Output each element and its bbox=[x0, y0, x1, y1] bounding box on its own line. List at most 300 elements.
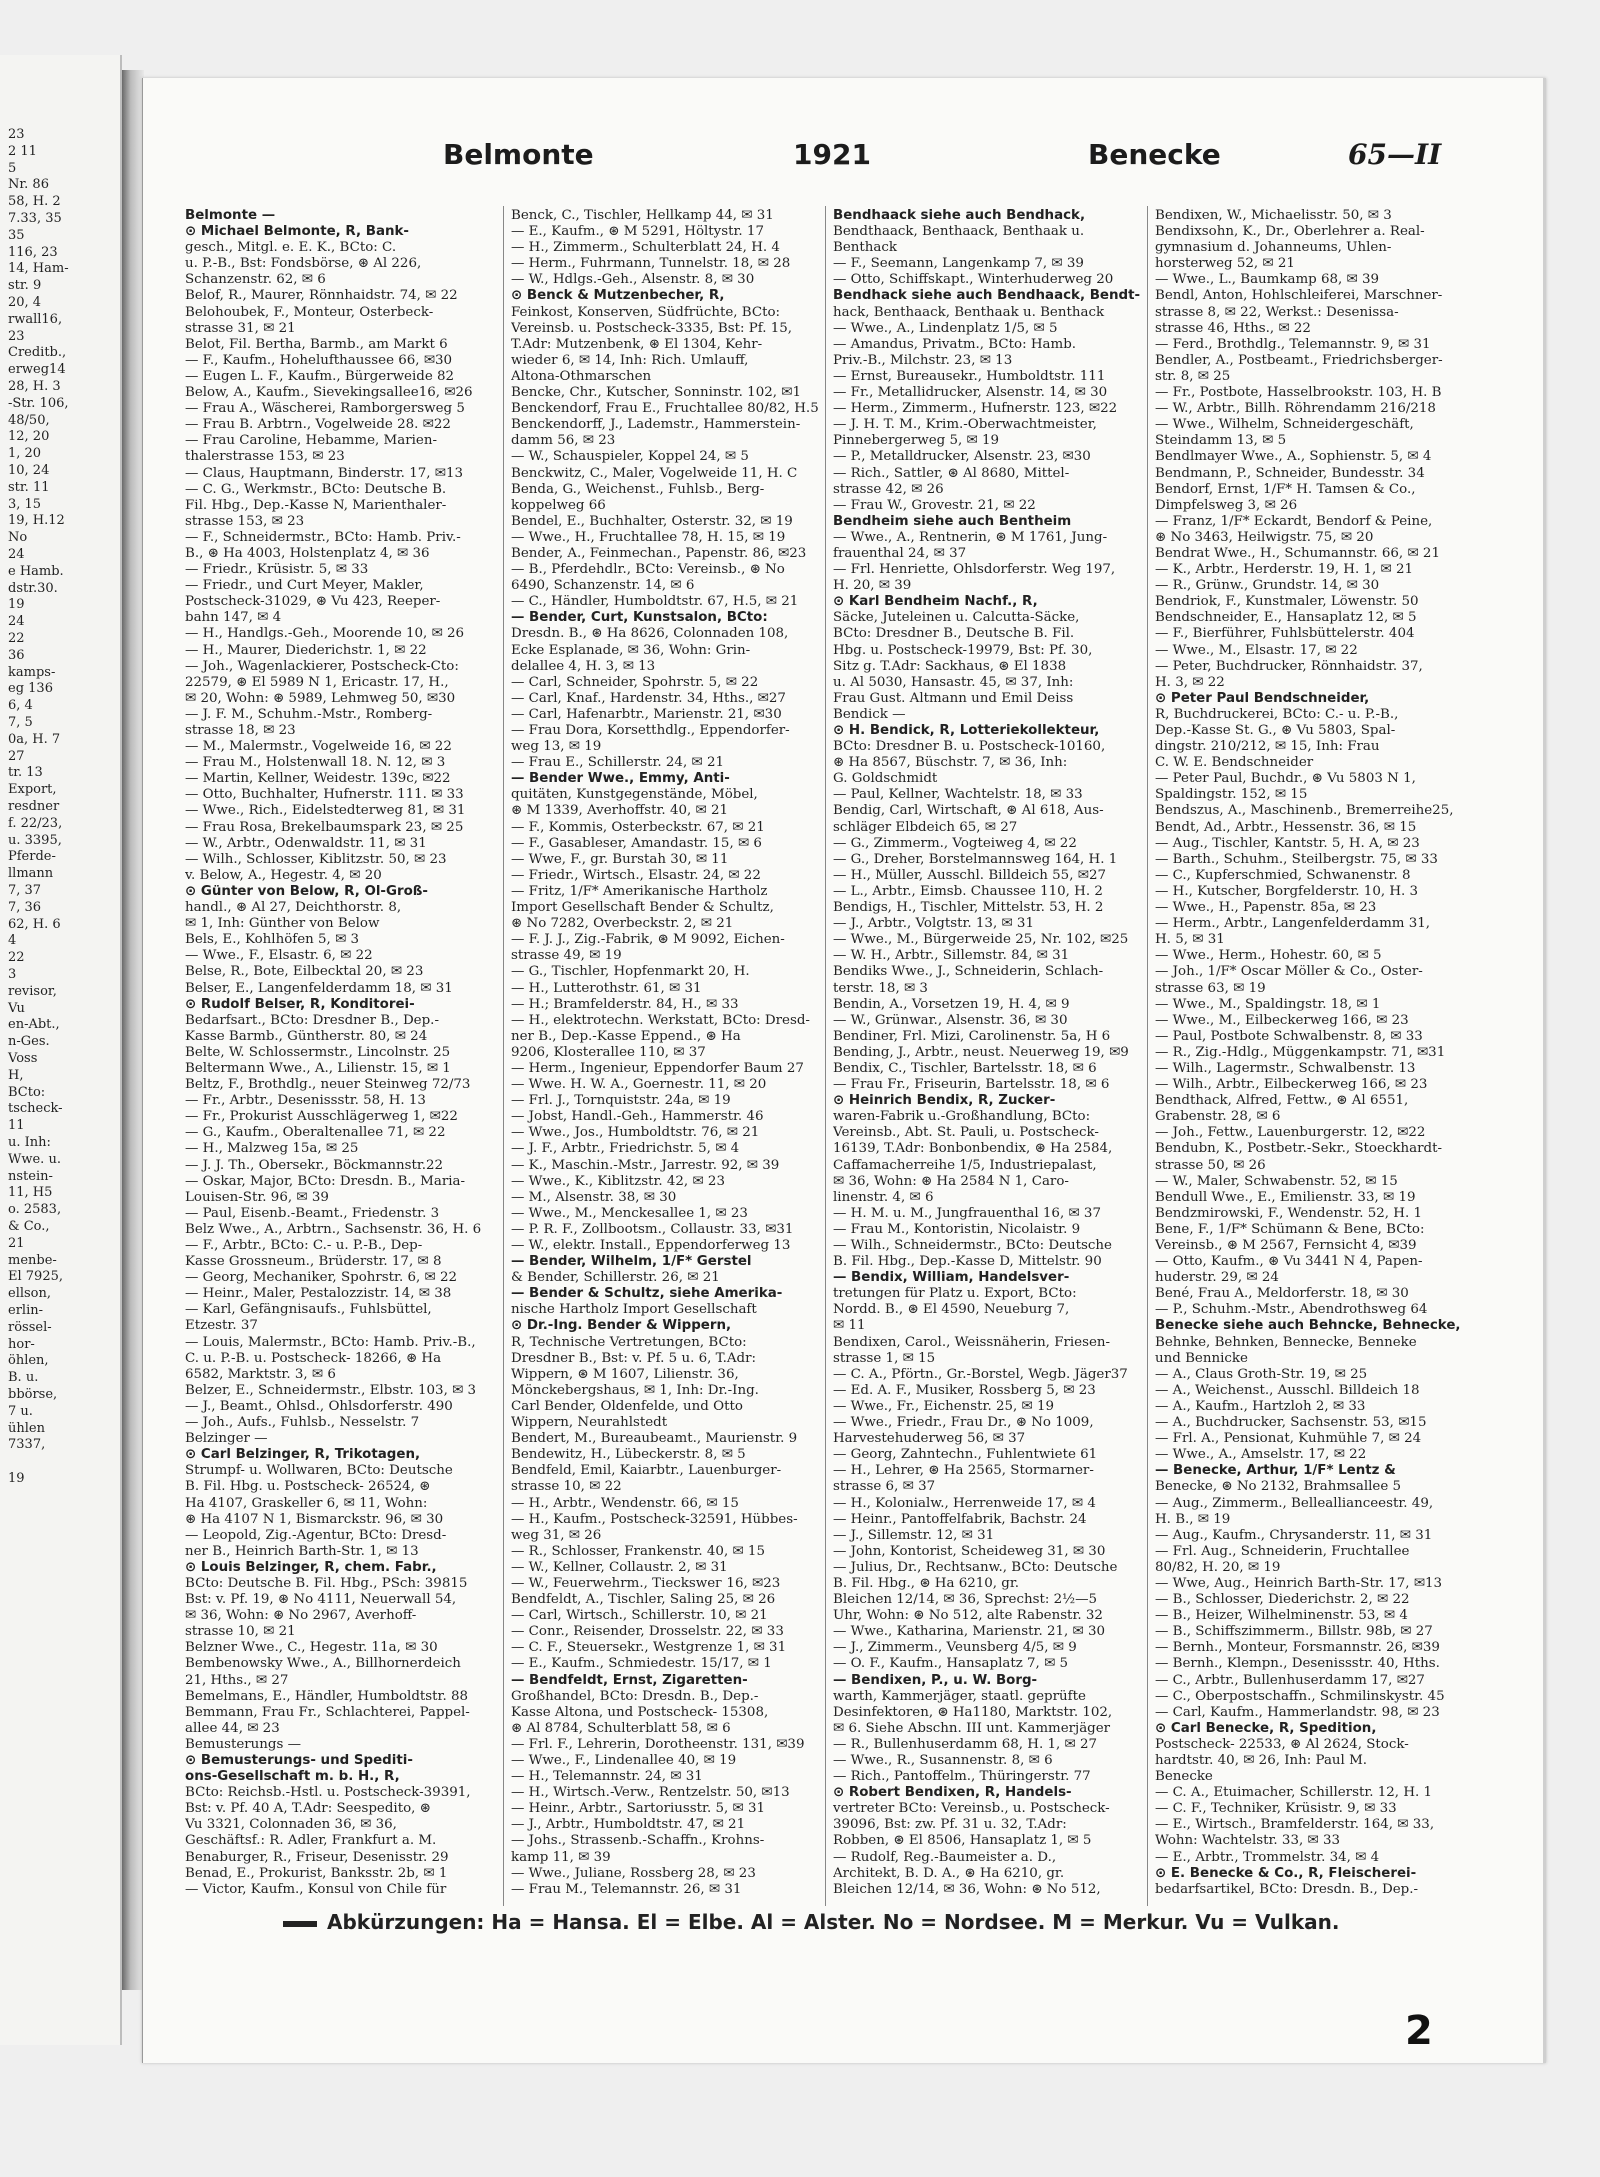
directory-entry-line: — Friedr., Krüsistr. 5, ✉ 33 bbox=[185, 562, 369, 578]
directory-entry-line: Bendlmayer Wwe., A., Sophienstr. 5, ✉ 4 bbox=[1155, 449, 1432, 465]
directory-column-1 bbox=[185, 208, 505, 1898]
directory-entry-line: — Wwe., M., Elsastr. 17, ✉ 22 bbox=[1155, 642, 1358, 658]
directory-entry-line: — Fritz, 1/F* Amerikanische Hartholz bbox=[511, 883, 768, 899]
fragment-text: menbe- bbox=[8, 1252, 57, 1268]
fragment-text: o. 2583, bbox=[8, 1202, 62, 1218]
directory-entry-line: — Heinr., Maler, Pestalozzistr. 14, ✉ 38 bbox=[185, 1286, 452, 1302]
directory-entry-line: — Frau M., Holstenwall 18. N. 12, ✉ 3 bbox=[185, 755, 446, 771]
directory-entry-line: C. W. E. Bendschneider bbox=[1155, 755, 1314, 771]
directory-entry-line: Ecke Esplanade, ✉ 36, Wohn: Grin- bbox=[511, 642, 751, 658]
fragment-text: 21 bbox=[8, 1235, 25, 1251]
directory-entry-line: Wippern, Neurahlstedt bbox=[511, 1415, 668, 1431]
fragment-text: & Co., bbox=[8, 1219, 50, 1234]
directory-entry-line: — Wwe., H., Papenstr. 85a, ✉ 23 bbox=[1155, 900, 1377, 916]
directory-entry-line: — Carl, Kaufm., Hammerlandstr. 98, ✉ 23 bbox=[1155, 1704, 1440, 1720]
pointing-hand-icon bbox=[283, 1921, 317, 1927]
directory-entry-line: — J. H. T. M., Krim.-Oberwachtmeister, bbox=[833, 417, 1097, 433]
header-year: 1921 bbox=[793, 138, 871, 171]
directory-entry-line: — Jobst, Handl.-Geh., Hammerstr. 46 bbox=[511, 1109, 764, 1125]
fragment-text: 1, 20 bbox=[8, 446, 42, 462]
directory-entry-line: ⊙ Bemusterungs- und Spediti- bbox=[185, 1753, 413, 1768]
directory-entry-line: Belof, R., Maurer, Rönnhaidstr. 74, ✉ 22 bbox=[185, 288, 458, 304]
directory-entry-line: Belohoubek, F., Monteur, Osterbeck- bbox=[185, 304, 434, 320]
directory-entry-line: Benckwitz, C., Maler, Vogelweide 11, H. C bbox=[511, 465, 798, 481]
fragment-text: tr. 13 bbox=[8, 765, 43, 781]
directory-entry-line: ⊙ Rudolf Belser, R, Konditorei- bbox=[185, 996, 415, 1012]
directory-entry-line: — Wilh., Schlosser, Kiblitzstr. 50, ✉ 23 bbox=[185, 851, 447, 867]
directory-entry-line: huderstr. 29, ✉ 24 bbox=[1155, 1270, 1279, 1286]
signature-mark: 2 bbox=[1405, 2008, 1433, 2054]
directory-entry-line: Bendull Wwe., E., Emilienstr. 33, ✉ 19 bbox=[1155, 1189, 1416, 1205]
directory-entry-line: gesch., Mitgl. e. E. K., BCto: C. bbox=[185, 240, 397, 256]
directory-entry-line: Benaburger, R., Friseur, Desenisstr. 29 bbox=[185, 1849, 449, 1865]
directory-entry-line: Bene, F., 1/F* Schümann & Bene, BCto: bbox=[1155, 1221, 1425, 1237]
directory-entry-line: — J. F., Arbtr., Friedrichstr. 5, ✉ 4 bbox=[511, 1141, 740, 1157]
directory-entry-line: ⊙ Heinrich Bendix, R, Zucker- bbox=[833, 1093, 1056, 1109]
fragment-text: 58, H. 2 bbox=[8, 194, 61, 210]
directory-entry-line: hack, Benthaack, Benthaak u. Benthack bbox=[833, 304, 1105, 320]
directory-entry-line: — H., Maurer, Diederichstr. 1, ✉ 22 bbox=[185, 642, 427, 658]
directory-entry-line: H. 3, ✉ 22 bbox=[1155, 674, 1225, 690]
fragment-text: 11 bbox=[8, 1118, 25, 1134]
directory-entry-line: — H., Lehrer, ⊛ Ha 2565, Stormarner- bbox=[833, 1463, 1094, 1479]
directory-column-4 bbox=[1155, 208, 1495, 1898]
directory-entry-line: thalerstrasse 153, ✉ 23 bbox=[185, 449, 345, 465]
directory-entry-line: Bels, E., Kohlhöfen 5, ✉ 3 bbox=[185, 932, 360, 948]
header-first-entry: Belmonte bbox=[443, 138, 594, 171]
directory-entry-line: — Aug., Zimmerm., Belleallianceestr. 49, bbox=[1155, 1495, 1434, 1511]
directory-entry-line: Benthack bbox=[833, 240, 897, 256]
directory-entry-line: — Wwe., M., Menckesallee 1, ✉ 23 bbox=[511, 1205, 748, 1221]
directory-entry-line: — Oskar, Major, BCto: Dresdn. B., Maria- bbox=[185, 1173, 466, 1189]
directory-entry-line: R, Buchdruckerei, BCto: C.- u. P.-B., bbox=[1155, 706, 1399, 722]
directory-entry-line: — Herm., Zimmerm., Hufnerstr. 123, ✉22 bbox=[833, 401, 1118, 417]
directory-entry-line: strasse 153, ✉ 23 bbox=[185, 513, 305, 529]
directory-entry-line: Bendzmirowski, F., Wendenstr. 52, H. 1 bbox=[1155, 1205, 1422, 1221]
directory-entry-line: quitäten, Kunstgegenstände, Möbel, bbox=[511, 787, 758, 803]
directory-entry-line: hardtstr. 40, ✉ 26, Inh: Paul M. bbox=[1155, 1753, 1368, 1768]
fragment-text: 10, 24 bbox=[8, 463, 50, 478]
directory-entry-line: — Herm., Arbtr., Langenfelderdamm 31, bbox=[1155, 916, 1431, 932]
directory-entry-line: Priv.-B., Milchstr. 23, ✉ 13 bbox=[833, 352, 1013, 368]
directory-entry-line: H. 20, ✉ 39 bbox=[833, 578, 912, 594]
directory-entry-line: — Frau E., Schillerstr. 24, ✉ 21 bbox=[511, 755, 724, 771]
fragment-text: rwall16, bbox=[8, 311, 63, 327]
directory-entry-line: Altona-Othmarschen bbox=[511, 368, 652, 384]
directory-entry-line: — Wwe., A., Rentnerin, ⊛ M 1761, Jung- bbox=[833, 529, 1108, 545]
directory-entry-line: — Frau Fr., Friseurin, Bartelsstr. 18, ✉ 6 bbox=[833, 1077, 1110, 1093]
directory-entry-line: Louisen-Str. 96, ✉ 39 bbox=[185, 1189, 329, 1205]
directory-entry-line: — Frl. F., Lehrerin, Dorotheenstr. 131, ✉39 bbox=[511, 1736, 805, 1752]
fragment-text: Vu bbox=[8, 1000, 25, 1016]
directory-entry-line: — Otto, Schiffskapt., Winterhuderweg 20 bbox=[833, 272, 1114, 288]
directory-entry-line: ⊙ Carl Belzinger, R, Trikotagen, bbox=[185, 1447, 421, 1463]
directory-entry-line: Harvestehuderweg 56, ✉ 37 bbox=[833, 1431, 1026, 1447]
fragment-text: tscheck- bbox=[8, 1101, 63, 1117]
directory-entry-line: Bendfeldt, A., Tischler, Saling 25, ✉ 26 bbox=[511, 1592, 776, 1608]
directory-entry-line: — Friedr., Wirtsch., Elsastr. 24, ✉ 22 bbox=[511, 867, 761, 883]
directory-entry-line: — Bender & Schultz, siehe Amerika- bbox=[511, 1286, 783, 1302]
abbreviations-text: Abkürzungen: Ha = Hansa. El = Elbe. Al = Alster. No = Nordsee. M = Merkur. Vu = Vulkan. bbox=[327, 1910, 1340, 1934]
fragment-text: 27 bbox=[8, 748, 25, 764]
directory-entry-line: — Bendixen, P., u. W. Borg- bbox=[833, 1672, 1038, 1688]
directory-entry-line: ons-Gesellschaft m. b. H., R, bbox=[185, 1769, 400, 1785]
directory-entry-line: ⊙ Dr.-Ing. Bender & Wippern, bbox=[511, 1318, 732, 1334]
directory-entry-line: Bendheim siehe auch Bentheim bbox=[833, 513, 1072, 529]
directory-entry-line: — R., Schlosser, Frankenstr. 40, ✉ 15 bbox=[511, 1543, 765, 1559]
directory-entry-line: Bendel, E., Buchhalter, Osterstr. 32, ✉ 19 bbox=[511, 513, 793, 529]
fragment-text: llmann bbox=[8, 866, 54, 882]
directory-entry-line: 22579, ⊛ El 5989 N 1, Ericastr. 17, H., bbox=[185, 674, 449, 690]
directory-entry-line: — Karl, Gefängnisaufs., Fuhlsbüttel, bbox=[185, 1302, 432, 1318]
page-binding bbox=[122, 70, 144, 1990]
directory-entry-line: strasse 50, ✉ 26 bbox=[1155, 1157, 1266, 1173]
directory-entry-line: Mönckebergshaus, ✉ 1, Inh: Dr.-Ing. bbox=[511, 1382, 759, 1398]
directory-entry-line: Dimpfelsweg 3, ✉ 26 bbox=[1155, 497, 1298, 513]
directory-entry-line: strasse 46, Hths., ✉ 22 bbox=[1155, 320, 1311, 336]
directory-entry-line: Postscheck-31029, ⊛ Vu 423, Reeper- bbox=[185, 594, 441, 610]
directory-entry-line: — Frau B. Arbtrn., Vogelweide 28. ✉22 bbox=[185, 417, 451, 433]
directory-entry-line: — Paul, Kellner, Wachtelstr. 18, ✉ 33 bbox=[833, 787, 1083, 803]
directory-entry-line: strasse 10, ✉ 21 bbox=[185, 1624, 296, 1640]
directory-entry-line: — C., Arbtr., Bullenhuserdamm 17, ✉27 bbox=[1155, 1672, 1425, 1688]
directory-entry-line: — W. H., Arbtr., Sillemstr. 84, ✉ 31 bbox=[833, 948, 1070, 964]
adjacent-page-fragment bbox=[0, 55, 122, 2045]
directory-entry-line: linenstr. 4, ✉ 6 bbox=[833, 1189, 934, 1205]
directory-entry-line: bahn 147, ✉ 4 bbox=[185, 610, 282, 626]
directory-entry-line: — Wwe., L., Baumkamp 68, ✉ 39 bbox=[1155, 272, 1380, 288]
directory-entry-line: Bst: v. Pf. 40 A, T.Adr: Seespedito, ⊛ bbox=[185, 1801, 431, 1817]
directory-entry-line: Desinfektoren, ⊛ Ha1180, Marktstr. 102, bbox=[833, 1704, 1113, 1720]
directory-entry-line: Frau Gust. Altmann und Emil Deiss bbox=[833, 690, 1074, 706]
directory-entry-line: ⊙ Louis Belzinger, R, chem. Fabr., bbox=[185, 1559, 437, 1575]
directory-entry-line: — H., Müller, Ausschl. Billdeich 55, ✉27 bbox=[833, 867, 1106, 883]
fragment-text: 7 u. bbox=[8, 1403, 33, 1419]
directory-entry-line: Bendixsohn, K., Dr., Oberlehrer a. Real- bbox=[1155, 224, 1425, 240]
fragment-text: 19 bbox=[8, 597, 25, 613]
directory-page bbox=[142, 78, 1546, 2063]
directory-entry-line: Dep.-Kasse St. G., ⊛ Vu 5803, Spal- bbox=[1155, 723, 1396, 738]
directory-entry-line: Benck, C., Tischler, Hellkamp 44, ✉ 31 bbox=[511, 208, 774, 223]
directory-entry-line: strasse 49, ✉ 19 bbox=[511, 948, 622, 964]
directory-entry-line: — Louis, Malermstr., BCto: Hamb. Priv.-B., bbox=[185, 1334, 476, 1350]
fragment-text: 12, 20 bbox=[8, 429, 50, 445]
directory-entry-line: R, Technische Vertretungen, BCto: bbox=[511, 1334, 747, 1350]
directory-entry-line: Dresdner B., Bst: v. Pf. 5 u. 6, T.Adr: bbox=[511, 1350, 756, 1366]
fragment-text: en-Abt., bbox=[8, 1017, 60, 1033]
fragment-text: öhlen, bbox=[8, 1353, 49, 1369]
directory-entry-line: — K., Maschin.-Mstr., Jarrestr. 92, ✉ 39 bbox=[511, 1157, 780, 1173]
directory-entry-line: Bembenowsky Wwe., A., Billhornerdeich bbox=[185, 1656, 461, 1672]
directory-entry-line: Robben, ⊛ El 8506, Hansaplatz 1, ✉ 5 bbox=[833, 1833, 1092, 1849]
directory-entry-line: Bemusterungs — bbox=[185, 1736, 302, 1752]
directory-entry-line: Import Gesellschaft Bender & Schultz, bbox=[511, 900, 774, 916]
directory-column-3 bbox=[833, 208, 1153, 1898]
directory-entry-line: Bendthaack, Benthaack, Benthaak u. bbox=[833, 224, 1085, 240]
directory-entry-line: — H.; Bramfelderstr. 84, H., ✉ 33 bbox=[511, 996, 739, 1012]
directory-entry-line: Belte, W. Schlossermstr., Lincolnstr. 25 bbox=[185, 1044, 451, 1060]
directory-entry-line: — Julius, Dr., Rechtsanw., BCto: Deutsche bbox=[833, 1559, 1118, 1575]
directory-entry-line: — Herm., Fuhrmann, Tunnelstr. 18, ✉ 28 bbox=[511, 256, 791, 272]
directory-entry-line: Bendfeld, Emil, Kaiarbtr., Lauenburger- bbox=[511, 1463, 782, 1479]
directory-entry-line: — Wilh., Arbtr., Eilbeckerweg 166, ✉ 23 bbox=[1155, 1077, 1428, 1093]
directory-entry-line: Bender, A., Feinmechan., Papenstr. 86, ✉23 bbox=[511, 545, 807, 561]
directory-entry-line: Bleichen 12/14, ✉ 36, Sprechst: 2½—5 bbox=[833, 1592, 1098, 1608]
directory-entry-line: ✉ 6. Siehe Abschn. III unt. Kammerjäger bbox=[833, 1720, 1111, 1736]
directory-entry-line: — K., Arbtr., Herderstr. 19, H. 1, ✉ 21 bbox=[1155, 562, 1414, 578]
directory-entry-line: strasse 1, ✉ 15 bbox=[833, 1350, 936, 1366]
directory-entry-line: — Peter, Buchdrucker, Rönnhaidstr. 37, bbox=[1155, 658, 1423, 674]
directory-entry-line: — Fr., Prokurist Ausschlägerweg 1, ✉22 bbox=[185, 1109, 458, 1125]
directory-entry-line: Bendt, Ad., Arbtr., Hessenstr. 36, ✉ 15 bbox=[1155, 819, 1417, 835]
directory-entry-line: ✉ 20, Wohn: ⊛ 5989, Lehmweg 50, ✉30 bbox=[185, 690, 456, 706]
directory-entry-line: B., ⊛ Ha 4003, Holstenplatz 4, ✉ 36 bbox=[185, 545, 430, 561]
page-header bbox=[143, 138, 1543, 198]
fragment-text: 116, 23 bbox=[8, 244, 58, 260]
directory-entry-line: Fil. Hbg., Dep.-Kasse N, Marienthaler- bbox=[185, 497, 447, 513]
directory-entry-line: — F., Bierführer, Fuhlsbüttelerstr. 404 bbox=[1155, 626, 1415, 642]
fragment-text: 22 bbox=[8, 950, 25, 966]
directory-entry-line: ⊛ Al 8784, Schulterblatt 58, ✉ 6 bbox=[511, 1720, 731, 1736]
directory-entry-line: — C., Händler, Humboldtstr. 67, H.5, ✉ 21 bbox=[511, 594, 799, 610]
directory-entry-line: — A., Claus Groth-Str. 19, ✉ 25 bbox=[1155, 1366, 1368, 1382]
directory-entry-line: — Heinr., Pantoffelfabrik, Bachstr. 24 bbox=[833, 1511, 1087, 1527]
directory-entry-line: Kasse Grossneum., Brüderstr. 17, ✉ 8 bbox=[185, 1254, 442, 1270]
directory-entry-line: Bendriok, F., Kunstmaler, Löwenstr. 50 bbox=[1155, 594, 1419, 610]
directory-entry-line: — J., Zimmerm., Veunsberg 4/5, ✉ 9 bbox=[833, 1640, 1077, 1656]
directory-entry-line: Bendert, M., Bureaubeamt., Maurienstr. 9 bbox=[511, 1431, 798, 1447]
directory-entry-line: u. Al 5030, Hansastr. 45, ✉ 37, Inh: bbox=[833, 674, 1074, 690]
directory-entry-line: — C. A., Etuimacher, Schillerstr. 12, H. 1 bbox=[1155, 1785, 1433, 1801]
directory-entry-line: — Aug., Kaufm., Chrysanderstr. 11, ✉ 31 bbox=[1155, 1527, 1433, 1543]
directory-entry-line: H. 5, ✉ 31 bbox=[1155, 932, 1225, 948]
directory-entry-line: — Claus, Hauptmann, Binderstr. 17, ✉13 bbox=[185, 465, 463, 481]
directory-entry-line: Bendigs, H., Tischler, Mittelstr. 53, H. 2 bbox=[833, 900, 1104, 916]
header-last-entry: Benecke bbox=[1088, 138, 1221, 171]
directory-entry-line: — Bendfeldt, Ernst, Zigaretten- bbox=[511, 1672, 748, 1688]
directory-entry-line: — Johs., Strassenb.-Schaffn., Krohns- bbox=[511, 1833, 765, 1849]
directory-entry-line: Vereinsb., Abt. St. Pauli, u. Postscheck- bbox=[833, 1125, 1099, 1141]
fragment-text: u. 3395, bbox=[8, 832, 62, 848]
directory-entry-line: — C. F., Steuersekr., Westgrenze 1, ✉ 31 bbox=[511, 1640, 787, 1656]
directory-entry-line: — H., Kutscher, Borgfelderstr. 10, H. 3 bbox=[1155, 883, 1419, 899]
directory-entry-line: — Wilh., Lagermstr., Schwalbenstr. 13 bbox=[1155, 1060, 1416, 1076]
directory-entry-line: weg 31, ✉ 26 bbox=[511, 1527, 602, 1543]
directory-entry-line: 6490, Schanzenstr. 14, ✉ 6 bbox=[511, 578, 695, 594]
fragment-text: 22 bbox=[8, 631, 25, 646]
directory-entry-line: — F., Arbtr., BCto: C.- u. P.-B., Dep- bbox=[185, 1238, 423, 1253]
directory-entry-line: — Bender, Wilhelm, 1/F* Gerstel bbox=[511, 1254, 752, 1270]
directory-entry-line: allee 44, ✉ 23 bbox=[185, 1720, 280, 1736]
directory-entry-line: — H., elektrotechn. Werkstatt, BCto: Dresd- bbox=[511, 1012, 810, 1028]
directory-entry-line: Bendthack, Alfred, Fettw., ⊛ Al 6551, bbox=[1155, 1093, 1409, 1109]
directory-entry-line: B. Fil. Hbg., Dep.-Kasse D, Mittelstr. 90 bbox=[833, 1254, 1102, 1270]
directory-entry-line: u. P.-B., Bst: Fondsbörse, ⊛ Al 226, bbox=[185, 256, 422, 272]
directory-entry-line: — Wwe, Aug., Heinrich Barth-Str. 17, ✉13 bbox=[1155, 1575, 1443, 1591]
directory-entry-line: — Leopold, Zig.-Agentur, BCto: Dresd- bbox=[185, 1527, 447, 1543]
fragment-text: 4 bbox=[8, 933, 17, 949]
directory-entry-line: — B., Schlosser, Diederichstr. 2, ✉ 22 bbox=[1155, 1592, 1410, 1608]
directory-entry-line: — Frau Caroline, Hebamme, Marien- bbox=[185, 433, 437, 449]
directory-entry-line: — O. F., Kaufm., Hansaplatz 7, ✉ 5 bbox=[833, 1656, 1069, 1672]
directory-entry-line: — Bender Wwe., Emmy, Anti- bbox=[511, 771, 730, 787]
directory-entry-line: Bending, J., Arbtr., neust. Neuerweg 19, ✉9 bbox=[833, 1044, 1129, 1060]
directory-entry-line: bedarfsartikel, BCto: Dresdn. B., Dep.- bbox=[1155, 1881, 1418, 1897]
directory-entry-line: terstr. 18, ✉ 3 bbox=[833, 980, 928, 996]
directory-entry-line: — Benecke, Arthur, 1/F* Lentz & bbox=[1155, 1463, 1396, 1479]
directory-entry-line: Bendix, C., Tischler, Bartelsstr. 18, ✉ 6 bbox=[833, 1060, 1097, 1076]
fragment-text: 24 bbox=[8, 547, 25, 562]
directory-entry-line: — Wwe., F., Lindenallee 40, ✉ 19 bbox=[511, 1753, 737, 1768]
directory-entry-line: — Carl, Schneider, Spohrstr. 5, ✉ 22 bbox=[511, 674, 759, 690]
directory-entry-line: — W., Schauspieler, Koppel 24, ✉ 5 bbox=[511, 449, 749, 465]
fragment-text: Voss bbox=[8, 1051, 38, 1066]
fragment-text: 35 bbox=[8, 227, 25, 243]
directory-entry-line: — L., Arbtr., Eimsb. Chaussee 110, H. 2 bbox=[833, 883, 1103, 899]
fragment-text: rössel- bbox=[8, 1319, 52, 1335]
directory-entry-line: Wippern, ⊛ M 1607, Lilienstr. 36, bbox=[511, 1366, 739, 1382]
fragment-text: 7, 5 bbox=[8, 715, 33, 730]
directory-entry-line: 21, Hths., ✉ 27 bbox=[185, 1672, 289, 1688]
directory-entry-line: — Heinr., Arbtr., Sartoriusstr. 5, ✉ 31 bbox=[511, 1801, 766, 1817]
directory-entry-line: Bst: v. Pf. 19, ⊛ No 4111, Neuerwall 54, bbox=[185, 1592, 457, 1608]
directory-entry-line: BCto: Dresdner B. u. Postscheck-10160, bbox=[833, 739, 1106, 755]
directory-entry-line: — Bernh., Klempn., Desenissstr. 40, Hths. bbox=[1155, 1656, 1440, 1672]
directory-entry-line: Belser, E., Langenfelderdamm 18, ✉ 31 bbox=[185, 980, 453, 996]
directory-entry-line: — J., Arbtr., Volgtstr. 13, ✉ 31 bbox=[833, 916, 1034, 932]
fragment-text: El 7925, bbox=[8, 1269, 63, 1285]
directory-entry-line: Spaldingstr. 152, ✉ 15 bbox=[1155, 787, 1308, 803]
fragment-text: resdner bbox=[8, 799, 60, 814]
fragment-text: kamps- bbox=[8, 664, 56, 680]
directory-entry-line: Feinkost, Konserven, Südfrüchte, BCto: bbox=[511, 304, 781, 320]
directory-entry-line: Hbg. u. Postscheck-19979, Bst: Pf. 30, bbox=[833, 642, 1093, 658]
fragment-text: e Hamb. bbox=[8, 563, 64, 579]
directory-entry-line: — W., Hdlgs.-Geh., Alsenstr. 8, ✉ 30 bbox=[511, 272, 755, 288]
directory-entry-line: — Frl. Henriette, Ohlsdorferstr. Weg 197, bbox=[833, 562, 1116, 578]
directory-entry-line: warth, Kammerjäger, staatl. geprüfte bbox=[833, 1688, 1086, 1704]
directory-entry-line: Behnke, Behnken, Bennecke, Benneke bbox=[1155, 1334, 1417, 1350]
fragment-text: 23 bbox=[8, 127, 25, 142]
fragment-text: 7.33, 35 bbox=[8, 211, 62, 226]
directory-entry-line: & Bender, Schillerstr. 26, ✉ 21 bbox=[511, 1270, 720, 1286]
directory-entry-line: — Martin, Kellner, Weidestr. 139c, ✉22 bbox=[185, 771, 451, 787]
directory-entry-line: Nordd. B., ⊛ El 4590, Neueburg 7, bbox=[833, 1302, 1070, 1318]
directory-entry-line: — Rich., Pantoffelm., Thüringerstr. 77 bbox=[833, 1769, 1091, 1785]
directory-entry-line: Schanzenstr. 62, ✉ 6 bbox=[185, 272, 326, 288]
directory-entry-line: — Ed. A. F., Musiker, Rossberg 5, ✉ 23 bbox=[833, 1382, 1096, 1398]
directory-entry-line: kamp 11, ✉ 39 bbox=[511, 1849, 611, 1865]
directory-entry-line: — Wwe, F., gr. Burstah 30, ✉ 11 bbox=[511, 851, 729, 867]
directory-entry-line: — G., Kaufm., Oberaltenallee 71, ✉ 22 bbox=[185, 1125, 446, 1141]
directory-entry-line: Benda, G., Weichenst., Fuhlsb., Berg- bbox=[511, 481, 765, 497]
directory-entry-line: ⊙ Robert Bendixen, R, Handels- bbox=[833, 1785, 1072, 1801]
directory-entry-line: — Rich., Sattler, ⊛ Al 8680, Mittel- bbox=[833, 465, 1070, 481]
directory-entry-line: Bendszus, A., Maschinenb., Bremerreihe25, bbox=[1155, 803, 1454, 819]
directory-entry-line: — J. J. Th., Obersekr., Böckmannstr.22 bbox=[185, 1157, 444, 1173]
directory-entry-line: strasse 63, ✉ 19 bbox=[1155, 980, 1266, 996]
directory-entry-line: — C., Kupferschmied, Schwanenstr. 8 bbox=[1155, 867, 1411, 883]
directory-entry-line: — W., Grünwar., Alsenstr. 36, ✉ 30 bbox=[833, 1012, 1068, 1028]
directory-entry-line: 16139, T.Adr: Bonbonbendix, ⊛ Ha 2584, bbox=[833, 1141, 1113, 1157]
fragment-text: erlin- bbox=[8, 1303, 43, 1318]
directory-entry-line: Bendixen, W., Michaelisstr. 50, ✉ 3 bbox=[1155, 208, 1392, 223]
directory-entry-line: — W., Kellner, Collaustr. 2, ✉ 31 bbox=[511, 1559, 728, 1575]
directory-entry-line: — H., Telemannstr. 24, ✉ 31 bbox=[511, 1769, 703, 1785]
directory-entry-line: — R., Bullenhuserdamm 68, H. 1, ✉ 27 bbox=[833, 1736, 1098, 1752]
directory-entry-line: Vu 3321, Colonnaden 36, ✉ 36, bbox=[185, 1817, 397, 1833]
directory-entry-line: — Wwe. H. W. A., Goernestr. 11, ✉ 20 bbox=[511, 1077, 767, 1093]
fragment-text: erweg14 bbox=[8, 362, 66, 378]
fragment-text: bbörse, bbox=[8, 1387, 58, 1402]
directory-entry-line: — P. R. F., Zollbootsm., Collaustr. 33, ✉31 bbox=[511, 1221, 794, 1237]
fragment-text: BCto: bbox=[8, 1084, 46, 1100]
directory-entry-line: ⊙ Benck & Mutzenbecher, R, bbox=[511, 288, 725, 304]
fragment-text: 28, H. 3 bbox=[8, 379, 61, 394]
directory-entry-line: — F., Kaufm., Hohelufthaussee 66, ✉30 bbox=[185, 352, 453, 368]
fragment-text: 19 bbox=[8, 1471, 25, 1486]
directory-entry-line: — A., Buchdrucker, Sachsenstr. 53, ✉15 bbox=[1155, 1415, 1427, 1431]
directory-entry-line: ✉ 1, Inh: Günther von Below bbox=[185, 916, 380, 932]
directory-entry-line: — J., Sillemstr. 12, ✉ 31 bbox=[833, 1527, 995, 1543]
directory-entry-line: Architekt, B. D. A., ⊛ Ha 6210, gr. bbox=[833, 1865, 1065, 1881]
directory-entry-line: 80/82, H. 20, ✉ 19 bbox=[1155, 1559, 1281, 1575]
directory-entry-line: ner B., Heinrich Barth-Str. 1, ✉ 13 bbox=[185, 1543, 419, 1559]
directory-entry-line: Bendewitz, H., Lübeckerstr. 8, ✉ 5 bbox=[511, 1447, 746, 1463]
directory-entry-line: ⊛ No 3463, Heilwigstr. 75, ✉ 20 bbox=[1155, 529, 1374, 545]
directory-entry-line: und Bennicke bbox=[1155, 1350, 1248, 1366]
directory-entry-line: Bendrat Wwe., H., Schumannstr. 66, ✉ 21 bbox=[1155, 545, 1440, 561]
directory-entry-line: Bendschneider, E., Hansaplatz 12, ✉ 5 bbox=[1155, 610, 1417, 626]
directory-entry-line: Sitz g. T.Adr: Sackhaus, ⊛ El 1838 bbox=[833, 658, 1067, 674]
fragment-text: eg 136 bbox=[8, 681, 53, 697]
directory-entry-line: Bleichen 12/14, ✉ 36, Wohn: ⊛ No 512, bbox=[833, 1881, 1101, 1897]
directory-entry-line: B. Fil. Hbg. u. Postscheck- 26524, ⊛ bbox=[185, 1479, 431, 1495]
directory-entry-line: weg 13, ✉ 19 bbox=[511, 739, 602, 755]
directory-entry-line: strasse 10, ✉ 22 bbox=[511, 1479, 622, 1495]
directory-entry-line: delallee 4, H. 3, ✉ 13 bbox=[511, 658, 656, 674]
directory-entry-line: — F., Kommis, Osterbeckstr. 67, ✉ 21 bbox=[511, 819, 765, 835]
directory-entry-line: BCto: Dresdner B., Deutsche B. Fil. bbox=[833, 626, 1075, 642]
directory-entry-line: — Fr., Arbtr., Desenissstr. 58, H. 13 bbox=[185, 1093, 426, 1109]
directory-entry-line: frauenthal 24, ✉ 37 bbox=[833, 545, 967, 561]
fragment-text: ühlen bbox=[8, 1420, 45, 1436]
directory-entry-line: — Eugen L. F., Kaufm., Bürgerweide 82 bbox=[185, 368, 455, 384]
directory-entry-line: — Wwe., M., Bürgerweide 25, Nr. 102, ✉25 bbox=[833, 932, 1129, 948]
directory-entry-line: — F., Gasableser, Amandastr. 15, ✉ 6 bbox=[511, 835, 762, 851]
fragment-text: B. u. bbox=[8, 1370, 39, 1386]
page-number: 65—II bbox=[1348, 138, 1442, 171]
directory-entry-line: Bendig, Carl, Wirtschaft, ⊛ Al 618, Aus- bbox=[833, 803, 1104, 819]
fragment-text: 23 bbox=[8, 328, 25, 344]
directory-entry-line: Bencke, Chr., Kutscher, Sonninstr. 102, ✉1 bbox=[511, 385, 801, 401]
directory-entry-line: Wohn: Wachtelstr. 33, ✉ 33 bbox=[1155, 1833, 1340, 1849]
directory-entry-line: ⊙ Michael Belmonte, R, Bank- bbox=[185, 224, 409, 240]
directory-entry-line: schläger Elbdeich 65, ✉ 27 bbox=[833, 819, 1018, 835]
fragment-text: Export, bbox=[8, 782, 57, 798]
directory-entry-line: Bené, Frau A., Meldorferstr. 18, ✉ 30 bbox=[1155, 1286, 1409, 1302]
fragment-text: hor- bbox=[8, 1336, 35, 1352]
directory-entry-line: Bendler, A., Postbeamt., Friedrichsberger- bbox=[1155, 352, 1443, 368]
directory-entry-line: — Rudolf, Reg.-Baumeister a. D., bbox=[833, 1849, 1057, 1865]
fragment-text: revisor, bbox=[8, 983, 57, 999]
directory-entry-line: — B., Pferdehdlr., BCto: Vereinsb., ⊛ No bbox=[511, 562, 785, 578]
directory-entry-line: — Wilh., Schneidermstr., BCto: Deutsche bbox=[833, 1238, 1112, 1253]
fragment-text: 5 bbox=[8, 160, 17, 176]
directory-entry-line: ⊛ Ha 4107 N 1, Bismarckstr. 96, ✉ 30 bbox=[185, 1511, 444, 1527]
directory-entry-line: ⊛ Ha 8567, Büschstr. 7, ✉ 36, Inh: bbox=[833, 755, 1068, 771]
directory-entry-line: — H., Handlgs.-Geh., Moorende 10, ✉ 26 bbox=[185, 626, 465, 642]
